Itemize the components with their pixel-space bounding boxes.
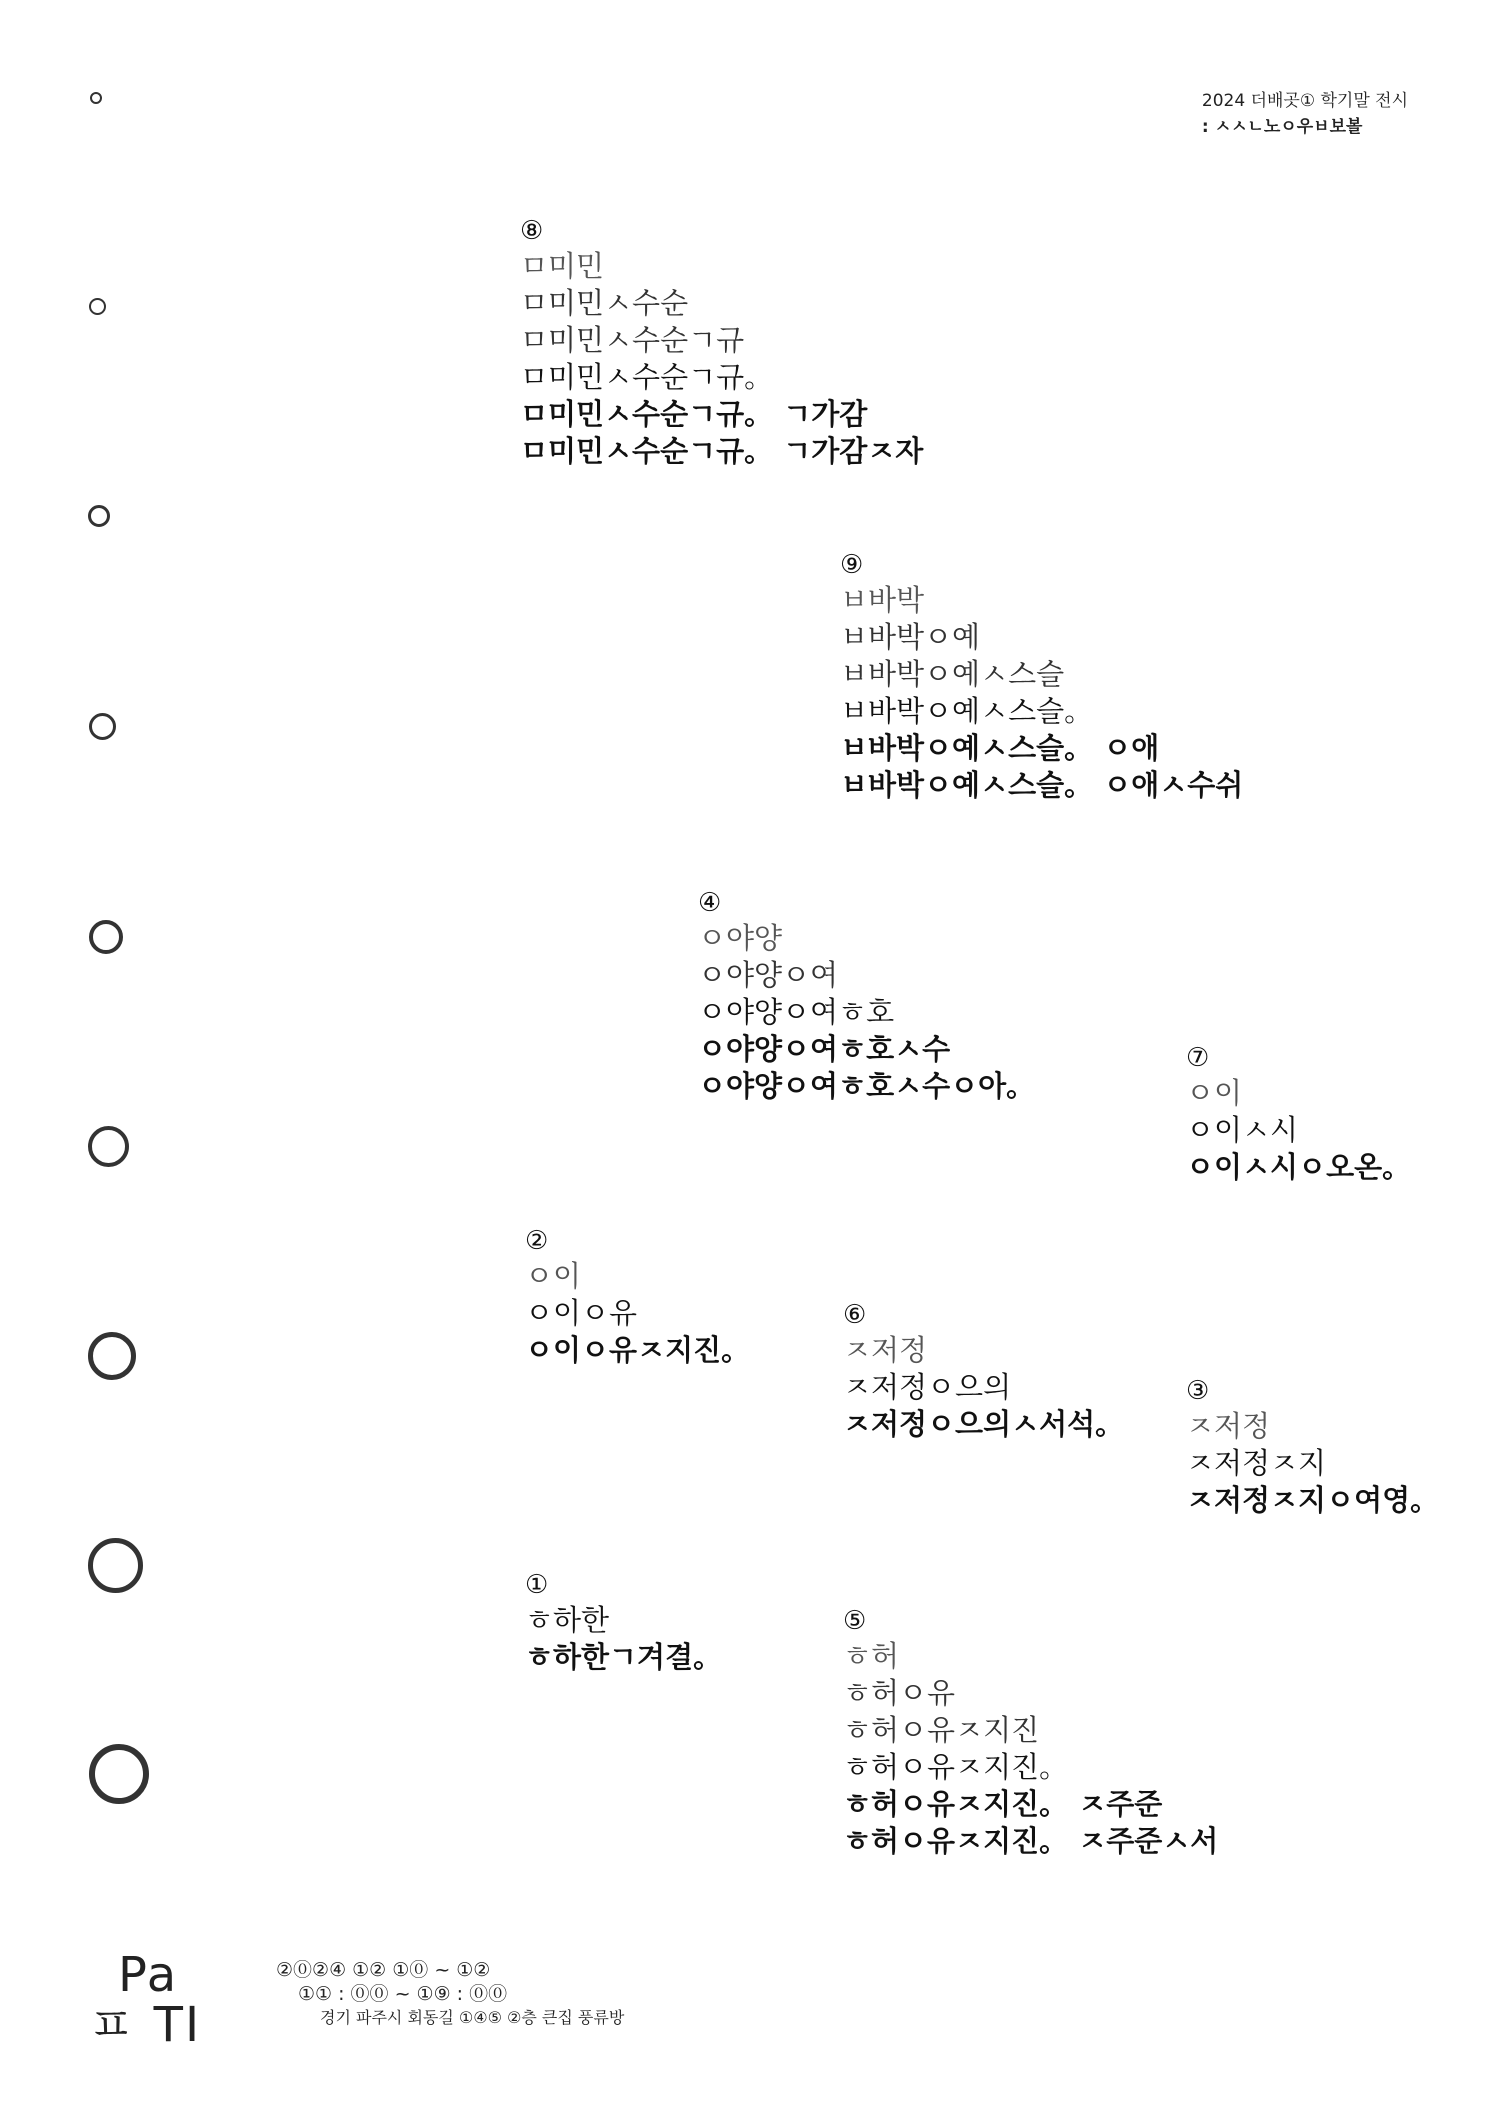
- logo-line-2: ㅍ TI: [88, 1997, 202, 2053]
- block-number: ⑨: [840, 550, 864, 580]
- block-line: ㅎ허ㅇ유ㅈ지진。: [843, 1750, 1069, 1784]
- circle-2: [89, 298, 106, 315]
- block-line: ㅂ바박: [840, 583, 925, 617]
- word-block-9: [840, 550, 1243, 804]
- exhibition-header: [1202, 88, 1408, 140]
- block-line: ㅁ미민: [520, 249, 605, 283]
- exhibition-title: 2024 더배곳① 학기말 전시: [1201, 91, 1408, 111]
- block-line: ㅎ허ㅇ유: [843, 1676, 956, 1710]
- word-block-3: [1186, 1376, 1439, 1519]
- block-line: ㅇ이ㅇ유ㅈ지진。: [525, 1333, 751, 1367]
- block-number: ③: [1186, 1376, 1210, 1406]
- block-line: ㅈ저정ㅈ지ㅇ여영。: [1186, 1483, 1440, 1517]
- block-line: ㅇ이: [1186, 1076, 1243, 1110]
- block-line: ㅂ바박ㅇ예ㅅ스슬。 ㅇ애ㅅ수쉬: [840, 768, 1244, 802]
- block-line: ㅇ이ㅅ시ㅇ오온。: [1186, 1150, 1412, 1184]
- block-line: ㅈ저정: [843, 1333, 928, 1367]
- circle-4: [89, 713, 116, 740]
- circle-6: [88, 1126, 129, 1167]
- block-line: ㅂ바박ㅇ예ㅅ스슬。 ㅇ애: [840, 731, 1160, 765]
- block-line: ㅇ야양: [698, 921, 783, 955]
- block-line: ㅁ미민ㅅ수순: [520, 286, 689, 320]
- word-block-5: [843, 1606, 1218, 1860]
- word-block-4: [698, 888, 1035, 1105]
- block-line: ㅎ하한ㄱ겨결。: [525, 1640, 723, 1674]
- block-number: ①: [525, 1570, 549, 1600]
- block-line: ㅇ야양ㅇ여ㅎ호ㅅ수ㅇ아。: [698, 1069, 1036, 1103]
- block-number: ④: [698, 888, 722, 918]
- block-line: ㅎ허: [843, 1639, 900, 1673]
- block-line: ㅈ저정ㅇ으의ㅅ서석。: [843, 1407, 1125, 1441]
- block-line: ㅈ저정ㅇ으의: [843, 1370, 1012, 1404]
- block-number: ⑧: [520, 216, 544, 246]
- block-line: ㅂ바박ㅇ예ㅅ스슬: [840, 657, 1065, 691]
- block-line: ㅁ미민ㅅ수순ㄱ규。 ㄱ가감: [520, 397, 868, 431]
- pati-logo: [88, 1947, 202, 2053]
- block-number: ⑦: [1186, 1043, 1210, 1073]
- exhibition-info: [276, 1958, 624, 2030]
- circle-8: [88, 1538, 143, 1593]
- block-number: ②: [525, 1226, 549, 1256]
- block-number: ⑥: [843, 1300, 867, 1330]
- block-line: ㅂ바박ㅇ예: [840, 620, 981, 654]
- exhibition-place: 경기 파주시 회동길 ①④⑤ ②층 큰집 풍류방: [320, 2008, 625, 2027]
- block-line: ㅁ미민ㅅ수순ㄱ규: [520, 323, 745, 357]
- circle-1: [90, 92, 102, 104]
- word-block-8: [520, 216, 923, 470]
- logo-line-1: Pa: [118, 1947, 179, 2003]
- block-line: ㅇ이ㅅ시: [1186, 1113, 1299, 1147]
- word-block-6: [843, 1300, 1124, 1443]
- circle-9: [89, 1744, 149, 1804]
- circle-3: [88, 505, 110, 527]
- word-block-7: [1186, 1043, 1411, 1186]
- block-line: ㅁ미민ㅅ수순ㄱ규。: [520, 360, 774, 394]
- block-line: ㅇ야양ㅇ여ㅎ호: [698, 995, 895, 1029]
- block-line: ㅎ허ㅇ유ㅈ지진。 ㅈ주준: [843, 1787, 1163, 1821]
- block-line: ㅇ이ㅇ유: [525, 1296, 638, 1330]
- circle-7: [88, 1332, 136, 1380]
- block-line: ㅁ미민ㅅ수순ㄱ규。 ㄱ가감ㅈ자: [520, 434, 924, 468]
- block-line: ㅂ바박ㅇ예ㅅ스슬。: [840, 694, 1094, 728]
- block-line: ㅇ야양ㅇ여: [698, 958, 839, 992]
- block-number: ⑤: [843, 1606, 867, 1636]
- block-line: ㅇ야양ㅇ여ㅎ호ㅅ수: [698, 1032, 951, 1066]
- block-line: ㅎ허ㅇ유ㅈ지진: [843, 1713, 1040, 1747]
- block-line: ㅈ저정ㅈ지: [1186, 1446, 1327, 1480]
- block-line: ㅈ저정: [1186, 1409, 1271, 1443]
- block-line: ㅎ하한: [525, 1603, 610, 1637]
- exhibition-date: ②⓪②④ ①② ①⓪ ~ ①②: [276, 1959, 491, 1981]
- circle-5: [89, 920, 123, 954]
- word-block-1: [525, 1570, 722, 1676]
- block-line: ㅎ허ㅇ유ㅈ지진。 ㅈ주준ㅅ서: [843, 1824, 1219, 1858]
- word-block-2: [525, 1226, 750, 1369]
- exhibition-time: ①① : ⓪⓪ ~ ①⑨ : ⓪⓪: [298, 1983, 508, 2005]
- exhibition-subtitle: : ㅅㅅㄴ노ㅇ우ㅂ보볼: [1201, 117, 1363, 137]
- block-line: ㅇ이: [525, 1259, 582, 1293]
